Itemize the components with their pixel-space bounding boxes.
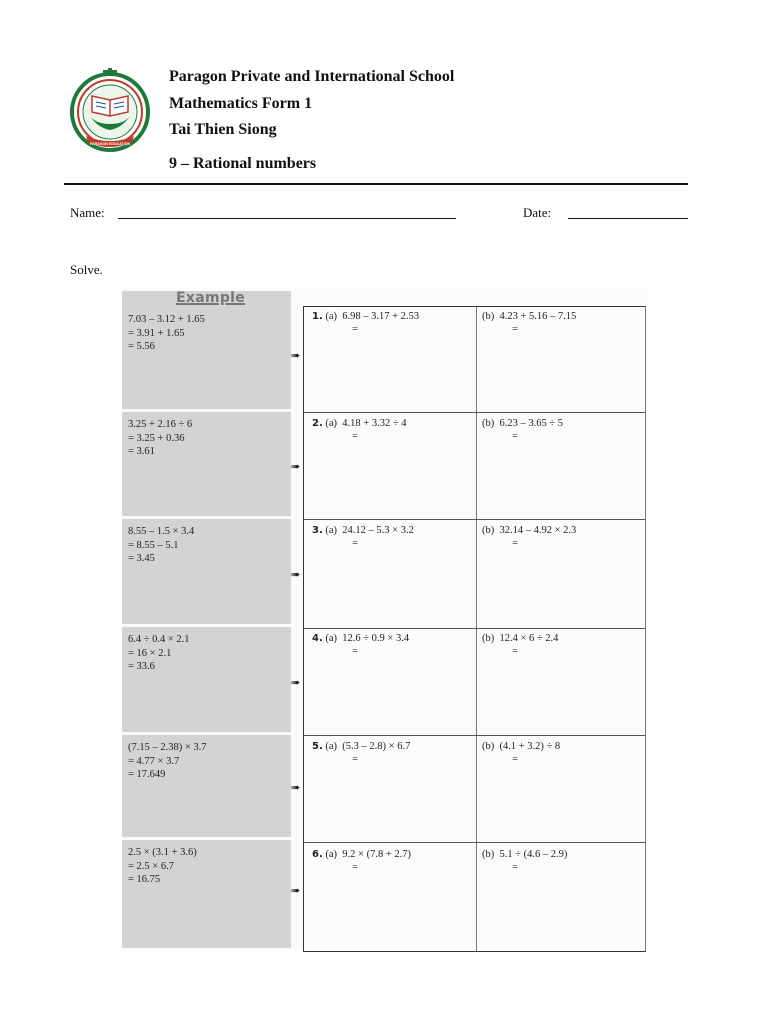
question-1a[interactable] — [312, 310, 419, 336]
question-1b[interactable] — [482, 310, 576, 336]
row-divider — [304, 842, 645, 843]
equals-sign: = — [512, 431, 518, 442]
expression: 4.23 + 5.16 – 7.15 — [499, 311, 577, 322]
example-line: 8.55 – 1.5 × 3.4 — [128, 526, 195, 537]
example-box — [122, 412, 291, 516]
example-line: 2.5 × (3.1 + 3.6) — [128, 847, 197, 858]
equals-sign: = — [352, 538, 358, 549]
question-5b[interactable] — [482, 740, 560, 766]
arrow-icon: ➠ — [291, 884, 301, 897]
question-6a[interactable] — [312, 848, 411, 874]
arrow-icon: ➠ — [291, 349, 301, 362]
logo-text: PARAGON EDUCATION — [89, 142, 131, 146]
equals-sign: = — [352, 754, 358, 765]
equals-sign: = — [512, 646, 518, 657]
question-4b[interactable] — [482, 632, 558, 658]
expression: 6.98 – 3.17 + 2.53 — [342, 311, 420, 322]
example-box — [122, 735, 291, 837]
equals-sign: = — [352, 324, 358, 335]
example-line: = 3.91 + 1.65 — [128, 327, 185, 339]
question-grid — [303, 306, 646, 952]
expression: 12.6 ÷ 0.9 × 3.4 — [342, 633, 410, 644]
example-box — [122, 519, 291, 624]
question-number: 3. — [312, 525, 323, 536]
equals-sign: = — [512, 754, 518, 765]
example-line: = 17.649 — [128, 769, 166, 780]
expression: (5.3 – 2.8) × 6.7 — [342, 741, 411, 752]
part-label: (b) — [482, 418, 495, 429]
part-label: (b) — [482, 849, 495, 860]
question-3a[interactable] — [312, 524, 414, 550]
example-line: = 3.25 + 0.36 — [128, 432, 185, 444]
arrow-icon: ➠ — [291, 781, 301, 794]
arrow-icon: ➠ — [291, 676, 301, 689]
expression: 32.14 – 4.92 × 2.3 — [499, 525, 577, 536]
example-line: (7.15 – 2.38) × 3.7 — [128, 742, 207, 753]
date-field[interactable] — [568, 218, 688, 219]
part-label: (a) — [325, 849, 338, 860]
question-2b[interactable] — [482, 417, 563, 443]
topic-title: 9 – Rational numbers — [169, 155, 317, 172]
row-divider — [304, 519, 645, 520]
expression: 12.4 × 6 ÷ 2.4 — [499, 633, 559, 644]
expression: (4.1 + 3.2) ÷ 8 — [499, 741, 561, 752]
question-number: 2. — [312, 418, 323, 429]
example-title: Example — [176, 290, 246, 306]
expression: 9.2 × (7.8 + 2.7) — [342, 849, 412, 860]
example-line: = 33.6 — [128, 661, 155, 672]
example-line: = 16 × 2.1 — [128, 647, 172, 659]
part-label: (a) — [325, 633, 338, 644]
question-5a[interactable] — [312, 740, 410, 766]
header-divider — [64, 183, 688, 185]
part-label: (b) — [482, 311, 495, 322]
teacher-name: Tai Thien Siong — [169, 121, 277, 138]
part-label: (a) — [325, 418, 338, 429]
question-number: 1. — [312, 311, 323, 322]
example-line: 7.03 – 3.12 + 1.65 — [128, 314, 205, 325]
example-line: = 3.61 — [128, 446, 155, 457]
instruction: Solve. — [70, 262, 103, 277]
example-line: = 8.55 – 5.1 — [128, 539, 179, 551]
question-3b[interactable] — [482, 524, 576, 550]
equals-sign: = — [512, 324, 518, 335]
example-line: = 3.45 — [128, 553, 155, 564]
arrow-icon: ➠ — [291, 568, 301, 581]
expression: 5.1 ÷ (4.6 – 2.9) — [499, 849, 568, 860]
example-column — [122, 291, 292, 951]
part-label: (a) — [325, 525, 338, 536]
question-6b[interactable] — [482, 848, 567, 874]
example-box — [122, 627, 291, 732]
equals-sign: = — [352, 431, 358, 442]
equals-sign: = — [512, 862, 518, 873]
part-label: (b) — [482, 633, 495, 644]
question-4a[interactable] — [312, 632, 409, 658]
part-label: (a) — [325, 311, 338, 322]
question-number: 6. — [312, 849, 323, 860]
row-divider — [304, 735, 645, 736]
row-divider — [304, 628, 645, 629]
expression: 4.18 + 3.32 ÷ 4 — [342, 418, 407, 429]
example-box — [122, 291, 291, 409]
equals-sign: = — [352, 862, 358, 873]
school-name: Paragon Private and International School — [169, 68, 455, 85]
question-2a[interactable] — [312, 417, 406, 443]
date-label: Date: — [523, 205, 552, 220]
school-logo — [70, 66, 150, 158]
arrow-icon: ➠ — [291, 460, 301, 473]
row-divider — [304, 412, 645, 413]
question-number: 5. — [312, 741, 323, 752]
subject-title: Mathematics Form 1 — [169, 95, 313, 112]
column-divider — [476, 307, 477, 951]
expression: 6.23 – 3.65 ÷ 5 — [499, 418, 564, 429]
example-line: = 4.77 × 3.7 — [128, 755, 180, 767]
equals-sign: = — [352, 646, 358, 657]
example-line: = 5.56 — [128, 341, 155, 352]
expression: 24.12 – 5.3 × 3.2 — [342, 525, 414, 536]
example-line: 6.4 ÷ 0.4 × 2.1 — [128, 634, 190, 645]
name-label: Name: — [70, 205, 105, 220]
example-box — [122, 840, 291, 948]
name-field[interactable] — [118, 218, 456, 219]
example-line: 3.25 + 2.16 ÷ 6 — [128, 419, 193, 430]
example-line: = 16.75 — [128, 874, 161, 885]
part-label: (a) — [325, 741, 338, 752]
question-number: 4. — [312, 633, 323, 644]
part-label: (b) — [482, 525, 495, 536]
equals-sign: = — [512, 538, 518, 549]
part-label: (b) — [482, 741, 495, 752]
example-line: = 2.5 × 6.7 — [128, 860, 174, 872]
